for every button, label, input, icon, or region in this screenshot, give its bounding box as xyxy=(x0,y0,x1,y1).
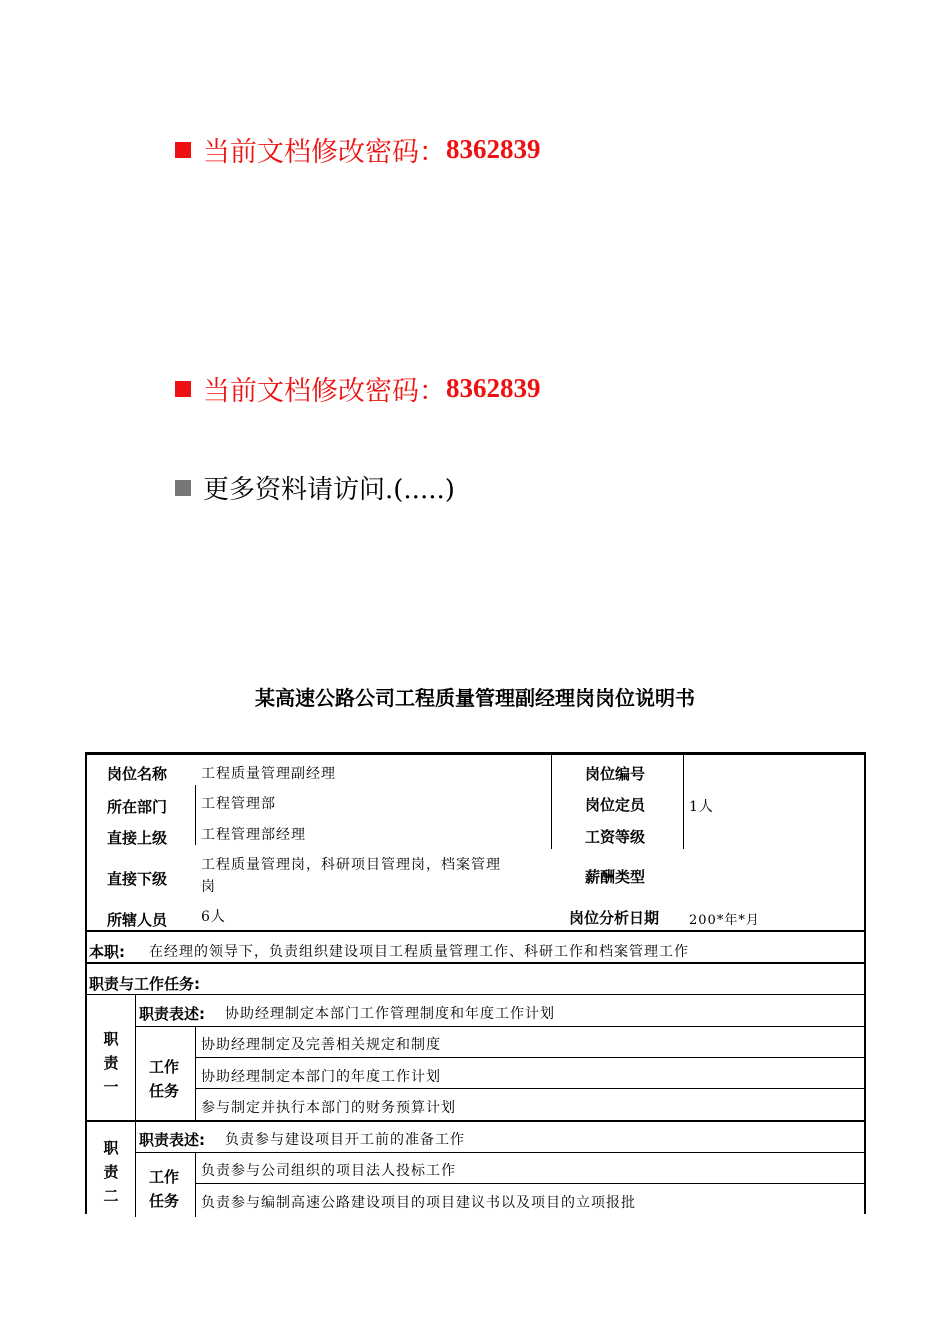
table-divider xyxy=(87,994,864,995)
vertical-char: 责 xyxy=(103,1054,119,1072)
vertical-char: 一 xyxy=(103,1078,119,1096)
responsibility-desc-label: 职责表述: xyxy=(139,1005,205,1023)
task-label xyxy=(149,1055,179,1103)
password-notice xyxy=(175,369,541,408)
dept-label: 所在部门 xyxy=(107,798,168,816)
task-item: 协助经理制定及完善相关规定和制度 xyxy=(201,1037,441,1053)
duty-text: 在经理的领导下，负责组织建设项目工程质量管理工作、科研工作和档案管理工作 xyxy=(149,944,689,960)
table-divider xyxy=(195,1026,196,1120)
table-divider xyxy=(135,1122,136,1217)
more-info-notice xyxy=(175,469,455,506)
subordinate-line: 岗 xyxy=(201,879,216,895)
table-divider xyxy=(135,1152,864,1153)
responsibility-2-name xyxy=(101,1136,121,1208)
vertical-char: 二 xyxy=(103,1187,119,1205)
responsibility-1-name xyxy=(101,1027,121,1099)
responsibility-desc-label: 职责表述: xyxy=(139,1131,205,1149)
staff-label: 所辖人员 xyxy=(107,911,168,929)
task-item: 负责参与编制高速公路建设项目的项目建议书以及项目的立项报批 xyxy=(201,1195,636,1211)
password-code: 8362839 xyxy=(446,373,541,403)
task-item: 参与制定并执行本部门的财务预算计划 xyxy=(201,1100,456,1116)
duty-label: 本职: xyxy=(89,943,125,961)
responsibility-desc: 负责参与建设项目开工前的准备工作 xyxy=(225,1132,465,1148)
headcount-label: 岗位定员 xyxy=(585,796,646,814)
notice-text: 当前文档修改密码： xyxy=(203,376,446,407)
subordinate-label: 直接下级 xyxy=(107,870,168,888)
analysis-date-label: 岗位分析日期 xyxy=(569,909,660,927)
table-divider xyxy=(135,1026,864,1027)
headcount-value: 1人 xyxy=(689,799,714,815)
task-label-line: 工作 xyxy=(149,1058,180,1076)
table-divider xyxy=(195,1057,864,1058)
pay-type-label: 薪酬类型 xyxy=(585,868,646,886)
post-name-label: 岗位名称 xyxy=(107,765,168,783)
table-divider xyxy=(551,755,552,849)
superior-value: 工程管理部经理 xyxy=(201,827,306,843)
password-code: 8362839 xyxy=(446,134,541,164)
gray-square-bullet-icon xyxy=(175,480,191,496)
analysis-date-value: 200*年*月 xyxy=(689,913,760,928)
vertical-char: 职 xyxy=(103,1030,119,1048)
task-item: 协助经理制定本部门的年度工作计划 xyxy=(201,1069,441,1085)
tasks-header: 职责与工作任务: xyxy=(89,975,200,993)
task-label xyxy=(149,1165,179,1213)
superior-label: 直接上级 xyxy=(107,829,168,847)
table-divider xyxy=(195,1183,864,1184)
vertical-char: 责 xyxy=(103,1163,119,1181)
notice-text: 更多资料请访问.(.....) xyxy=(203,475,455,505)
table-divider xyxy=(683,755,684,849)
responsibility-desc: 协助经理制定本部门工作管理制度和年度工作计划 xyxy=(225,1006,555,1022)
table-divider xyxy=(135,994,136,1120)
task-item: 负责参与公司组织的项目法人投标工作 xyxy=(201,1163,456,1179)
staff-value: 6人 xyxy=(201,909,226,925)
password-notice xyxy=(175,130,541,169)
wage-label: 工资等级 xyxy=(585,828,646,846)
task-label-line: 任务 xyxy=(149,1192,180,1210)
table-divider xyxy=(87,962,864,964)
document-title: 某高速公路公司工程质量管理副经理岗岗位说明书 xyxy=(255,686,695,710)
post-no-label: 岗位编号 xyxy=(585,765,646,783)
red-square-bullet-icon xyxy=(175,142,191,158)
table-divider xyxy=(195,1088,864,1089)
notice-text: 当前文档修改密码： xyxy=(203,137,446,168)
task-label-line: 工作 xyxy=(149,1168,180,1186)
subordinate-line: 工程质量管理岗，科研项目管理岗，档案管理 xyxy=(201,857,501,873)
dept-value: 工程管理部 xyxy=(201,796,276,812)
table-divider xyxy=(195,1152,196,1217)
table-divider xyxy=(195,785,196,845)
subordinate-value xyxy=(201,854,501,898)
table-divider xyxy=(87,1120,864,1122)
job-description-table xyxy=(85,752,866,1214)
post-name-value: 工程质量管理副经理 xyxy=(201,766,336,782)
task-label-line: 任务 xyxy=(149,1082,180,1100)
vertical-char: 职 xyxy=(103,1139,119,1157)
table-divider xyxy=(87,930,864,932)
red-square-bullet-icon xyxy=(175,381,191,397)
